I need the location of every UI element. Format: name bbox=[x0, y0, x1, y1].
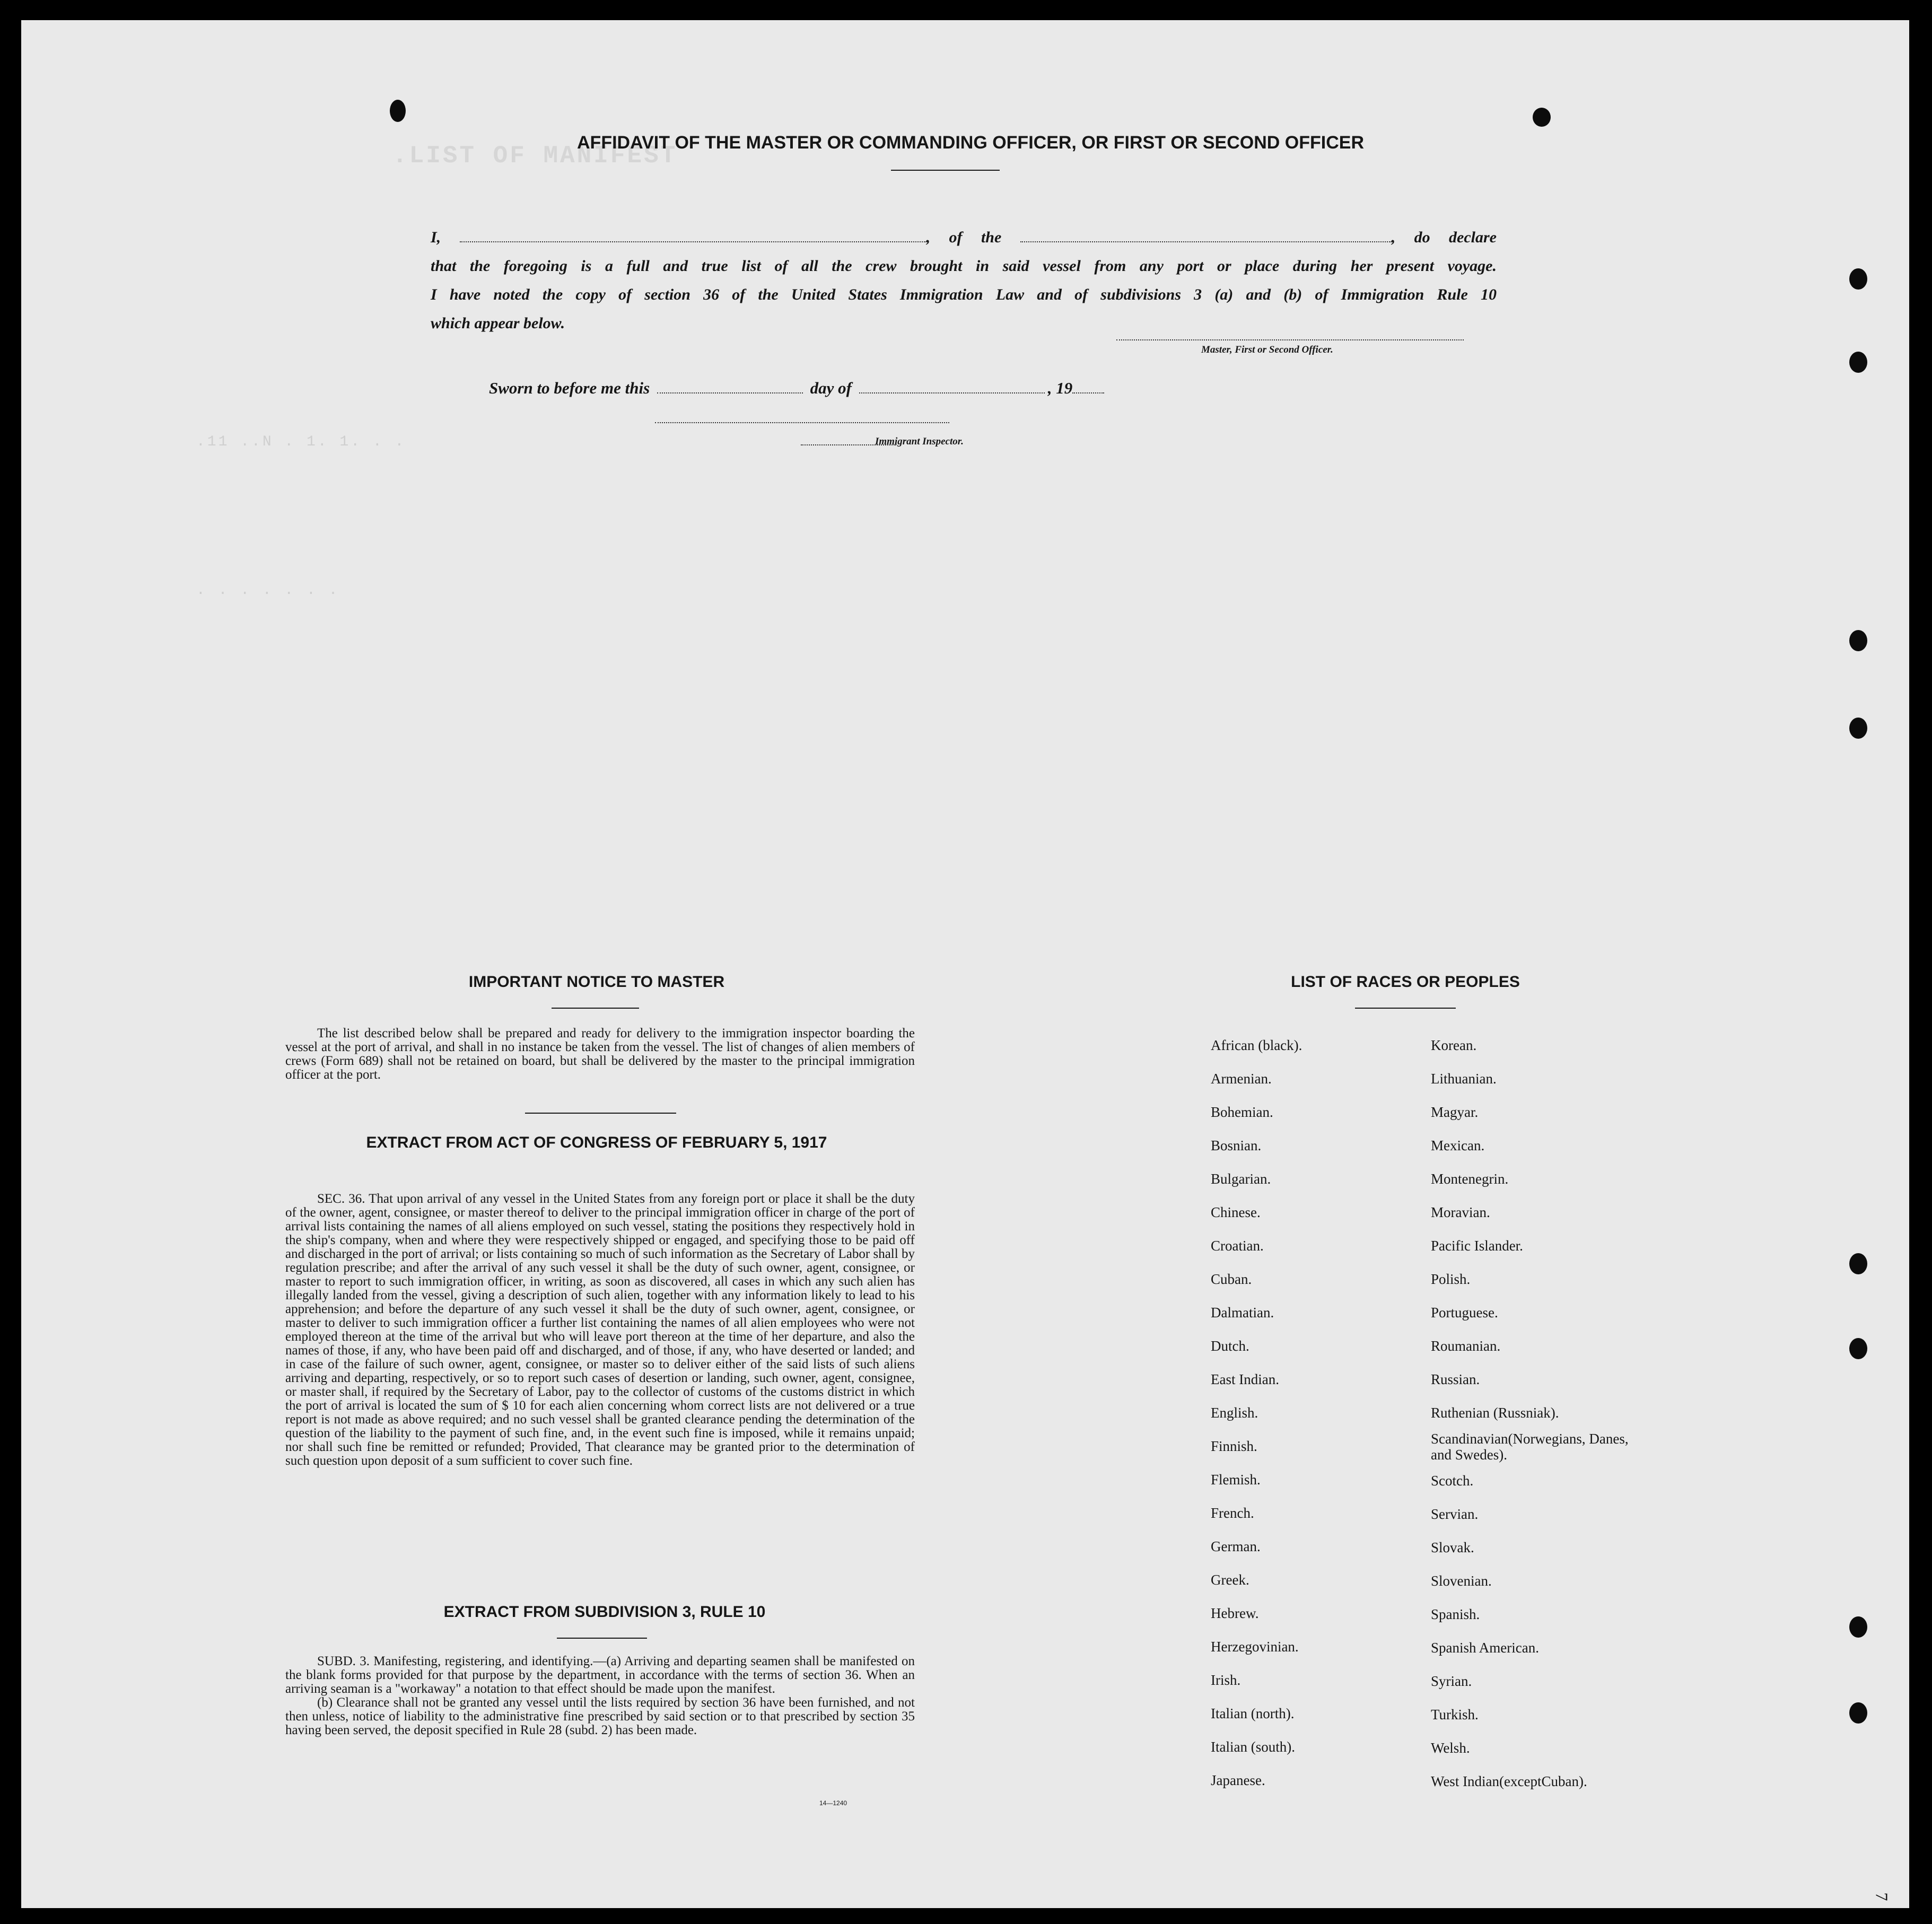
race-item: Armenian. bbox=[1211, 1071, 1272, 1087]
sworn-day-field[interactable] bbox=[657, 382, 803, 393]
race-item: Hebrew. bbox=[1211, 1605, 1259, 1621]
binder-hole bbox=[1849, 1616, 1867, 1638]
binder-hole bbox=[1849, 630, 1867, 651]
race-item: Russian. bbox=[1431, 1371, 1480, 1387]
race-item: Chinese. bbox=[1211, 1204, 1261, 1220]
race-item: French. bbox=[1211, 1505, 1254, 1521]
affidavit-title: AFFIDAVIT OF THE MASTER OR COMMANDING OFFICER, OR FIRST OR SECOND OFFICER bbox=[577, 133, 1364, 153]
race-item: Syrian. bbox=[1431, 1673, 1472, 1689]
race-item: Japanese. bbox=[1211, 1772, 1265, 1788]
divider bbox=[1355, 1008, 1456, 1009]
race-item: Croatian. bbox=[1211, 1238, 1264, 1254]
divider bbox=[557, 1638, 647, 1639]
race-item: German. bbox=[1211, 1538, 1261, 1554]
race-item: Ruthenian (Russniak). bbox=[1431, 1405, 1559, 1421]
declaration-line-4: which appear below. bbox=[431, 314, 565, 332]
rule-extract-text bbox=[285, 1655, 915, 1737]
form-page bbox=[21, 20, 1909, 1908]
race-item: Magyar. bbox=[1431, 1104, 1479, 1120]
subdivision-b-paragraph: (b) Clearance shall not be granted any vessel until the lists required by section 36 have been furnished, and not then unless, notice of liability to the administrative fine prescribed by said section or to that prescribed by section 35 having been served, the deposit specified in Rule 28 (subd. 2) has been made. bbox=[285, 1695, 915, 1737]
page-number-mark: 7 bbox=[1872, 1892, 1892, 1901]
year-label: , 19 bbox=[1047, 379, 1073, 397]
race-item: Turkish. bbox=[1431, 1707, 1479, 1722]
race-item: Moravian. bbox=[1431, 1204, 1490, 1220]
declaration-line-2: that the foregoing is a full and true list of all the crew brought in said vessel from any port or place during her present voyage. bbox=[431, 257, 1497, 275]
races-title: LIST OF RACES OR PEOPLES bbox=[1291, 973, 1520, 991]
binder-hole bbox=[1849, 352, 1867, 373]
do-declare-label: , do declare bbox=[1391, 229, 1497, 246]
act-extract-title: EXTRACT FROM ACT OF CONGRESS OF FEBRUARY 5, 1917 bbox=[366, 1134, 827, 1151]
race-item: Servian. bbox=[1431, 1506, 1479, 1522]
officer-name-field[interactable] bbox=[460, 231, 926, 242]
notice-title: IMPORTANT NOTICE TO MASTER bbox=[468, 973, 725, 991]
race-item: Scandinavian(Norwegians, Danes, and Swedes). bbox=[1431, 1431, 1629, 1463]
race-item: Korean. bbox=[1431, 1037, 1477, 1053]
section-36-paragraph: SEC. 36. That upon arrival of any vessel in the United States from any foreign port or place it shall be the duty of the owner, agent, consignee, or master thereof to deliver to the principal immigration officer in charge of the port of arrival lists containing the names of all aliens employed on such vessel, stating the positions they respectively hold in the ship's company, when and where they were respectively shipped or engaged, and specifying those to be paid off and discharged in the port of arrival; or lists containing so much of such information as the Secretary of Labor shall by regulation prescribe; and after the arrival of any such vessel it shall be the duty of such owner, agent, consignee, or master to report to such immigration officer, in writing, as soon as discovered, all cases in which any such alien has illegally landed from the vessel, giving a description of such alien, together with any information likely to lead to his apprehension; and before the departure of any such vessel it shall be the duty of such owner, agent, consignee, or master to deliver to such immigration officer a further list containing the names of all alien employees who were not employed thereon at the time of the arrival but who will leave port thereon at the time of her departure, and also the names of those, if any, who have been paid off and discharged, and of those, if any, who have deserted or landed; and in case of the failure of such owner, agent, consignee, or master so to deliver either of the said lists of such aliens arriving and departing, respectively, or so to report such cases of desertion or landing, such owner, agent, consignee, or master shall, if required by the Secretary of Labor, pay to the collector of customs of the customs district in which the port of arrival is located the sum of $ 10 for each alien concerning whom correct lists are not delivered or a true report is not made as above required; and no such vessel shall be granted clearance pending the determination of the question of the liability to the payment of such fine, and, in the event such fine is imposed, while it remains unpaid; nor shall such fine be remitted or refunded; Provided, That clearance may be granted prior to the determination of such question upon deposit of a sum sufficient to cover such fine. bbox=[285, 1192, 915, 1468]
binder-hole bbox=[1849, 268, 1867, 290]
divider bbox=[552, 1008, 639, 1009]
master-signature-line[interactable] bbox=[1116, 339, 1464, 340]
race-item: Roumanian. bbox=[1431, 1338, 1501, 1354]
inspector-label: Immigrant Inspector. bbox=[875, 436, 964, 447]
notice-text bbox=[285, 1027, 915, 1082]
day-of-label: day of bbox=[810, 379, 852, 397]
declaration-line-1 bbox=[431, 223, 1497, 252]
race-item: Montenegrin. bbox=[1431, 1171, 1509, 1187]
race-item: Slovak. bbox=[1431, 1540, 1474, 1555]
vessel-name-field[interactable] bbox=[1020, 231, 1392, 242]
races-left-column bbox=[1211, 1029, 1302, 1797]
master-signature-label: Master, First or Second Officer. bbox=[1201, 344, 1333, 355]
punch-mark bbox=[1533, 108, 1551, 127]
reverse-bleed-through: .LIST OF MANIFEST bbox=[392, 142, 678, 170]
declaration-block bbox=[431, 223, 1497, 338]
race-item: Pacific Islander. bbox=[1431, 1238, 1523, 1254]
race-item: Mexican. bbox=[1431, 1138, 1485, 1153]
race-item: Herzegovinian. bbox=[1211, 1639, 1299, 1655]
race-item: Bulgarian. bbox=[1211, 1171, 1271, 1187]
sworn-label: Sworn to before me this bbox=[489, 379, 650, 397]
race-item: English. bbox=[1211, 1405, 1258, 1421]
race-item: East Indian. bbox=[1211, 1371, 1279, 1387]
race-item: West Indian(exceptCuban). bbox=[1431, 1773, 1587, 1789]
sworn-month-field[interactable] bbox=[859, 382, 1045, 393]
of-the-label: , of the bbox=[926, 229, 1002, 246]
punch-mark bbox=[390, 100, 406, 122]
sworn-year-field[interactable] bbox=[1072, 382, 1104, 393]
race-item: Dalmatian. bbox=[1211, 1305, 1274, 1320]
race-item: Scotch. bbox=[1431, 1473, 1474, 1489]
divider bbox=[891, 170, 1000, 171]
rule-extract-title: EXTRACT FROM SUBDIVISION 3, RULE 10 bbox=[443, 1603, 766, 1621]
race-item: Welsh. bbox=[1431, 1740, 1470, 1756]
reverse-bleed-through: .11 ..N . 1. 1. . . bbox=[196, 434, 406, 450]
race-item: Flemish. bbox=[1211, 1472, 1261, 1488]
i-label: I, bbox=[431, 229, 441, 246]
race-item: Lithuanian. bbox=[1431, 1071, 1497, 1087]
race-item: Spanish. bbox=[1431, 1606, 1480, 1622]
race-item: African (black). bbox=[1211, 1037, 1302, 1053]
notice-paragraph: The list described below shall be prepared and ready for delivery to the immigration inspector boarding the vessel at the port of arrival, and shall in no instance be taken from the vessel. The list of changes of alien members of crews (Form 689) shall not be retained on board, but shall be delivered by the master to the principal immigration officer at the port. bbox=[285, 1026, 915, 1082]
form-number: 14—1240 bbox=[819, 1799, 847, 1807]
act-extract-text bbox=[285, 1192, 915, 1468]
race-item: Greek. bbox=[1211, 1572, 1249, 1588]
race-item: Bohemian. bbox=[1211, 1104, 1273, 1120]
race-item: Slovenian. bbox=[1431, 1573, 1492, 1589]
inspector-signature-line[interactable] bbox=[655, 422, 949, 423]
reverse-bleed-through: . . . . . . . bbox=[196, 582, 340, 599]
binder-hole bbox=[1849, 718, 1867, 739]
race-item: Irish. bbox=[1211, 1672, 1241, 1688]
race-item: Polish. bbox=[1431, 1271, 1471, 1287]
subdivision-a-paragraph: SUBD. 3. Manifesting, registering, and identifying.—(a) Arriving and departing seamen shall be manifested on the blank forms provided for that purpose by the department, in accordance with the terms of section 36. When an arriving seaman is a "workaway" a notation to that effect should be made upon the manifest. bbox=[285, 1654, 915, 1696]
race-item: Dutch. bbox=[1211, 1338, 1249, 1354]
races-right-column bbox=[1431, 1029, 1632, 1798]
race-item: Spanish American. bbox=[1431, 1640, 1539, 1656]
divider bbox=[525, 1113, 676, 1114]
sworn-line bbox=[489, 379, 1107, 398]
race-item: Italian (south). bbox=[1211, 1739, 1295, 1755]
binder-hole bbox=[1849, 1253, 1867, 1274]
race-item: Finnish. bbox=[1211, 1438, 1257, 1454]
binder-hole bbox=[1849, 1338, 1867, 1359]
declaration-line-3: I have noted the copy of section 36 of the United States Immigration Law and of subdivisions 3 (a) and (b) of Immigration Rule 10 bbox=[431, 286, 1497, 303]
race-item: Cuban. bbox=[1211, 1271, 1252, 1287]
binder-hole bbox=[1849, 1702, 1867, 1724]
race-item: Portuguese. bbox=[1431, 1305, 1498, 1320]
race-item: Italian (north). bbox=[1211, 1706, 1295, 1721]
race-item: Bosnian. bbox=[1211, 1138, 1262, 1153]
